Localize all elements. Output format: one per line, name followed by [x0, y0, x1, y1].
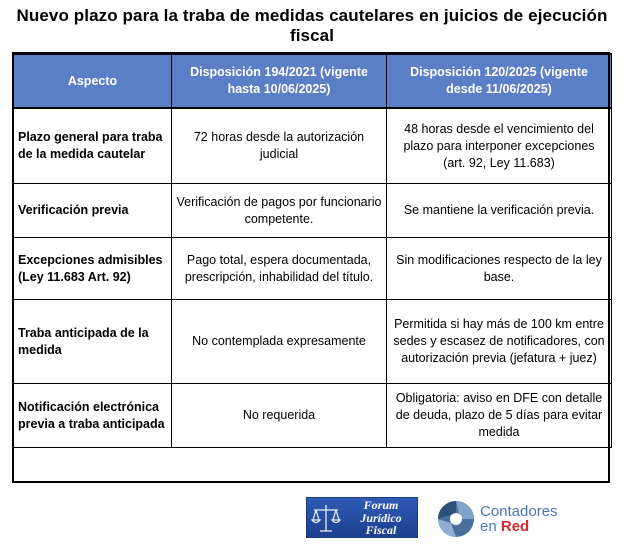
header-disposicion-194: Disposición 194/2021 (vigente hasta 10/06/2025) [172, 54, 387, 108]
old-value-cell: Pago total, espera documentada, prescripción, inhabilidad del título. [172, 238, 387, 300]
table-row [14, 300, 612, 384]
forum-logo-line3: Fiscal [365, 523, 397, 537]
contadores-logo-text [480, 504, 558, 534]
contadores-logo-line1: Contadores [480, 503, 558, 520]
forum-logo-text [343, 499, 419, 537]
table-row [14, 108, 612, 184]
old-value-cell: Verificación de pagos por funcionario competente. [172, 184, 387, 238]
page-title: Nuevo plazo para la traba de medidas cautelares en juicios de ejecución fiscal [16, 6, 608, 45]
table-row [14, 384, 612, 448]
header-aspecto: Aspecto [14, 54, 172, 108]
header-disposicion-120: Disposición 120/2025 (vigente desde 11/06/2025) [387, 54, 612, 108]
aspect-cell: Traba anticipada de la medida [14, 300, 172, 384]
table-header-row [14, 54, 612, 108]
table-row [14, 238, 612, 300]
old-value-cell: 72 horas desde la autorización judicial [172, 108, 387, 184]
scales-of-justice-icon [311, 502, 341, 534]
new-value-cell: Permitida si hay más de 100 km entre sedes y escasez de notificadores, con autorización previa (jefatura + juez) [387, 300, 612, 384]
aspect-cell: Excepciones admisibles (Ley 11.683 Art. 92) [14, 238, 172, 300]
contadores-logo-red: Red [500, 518, 530, 535]
contadores-en-red-logo [436, 498, 616, 540]
comparison-table [13, 53, 612, 448]
old-value-cell: No contemplada expresamente [172, 300, 387, 384]
new-value-cell: Obligatoria: aviso en DFE con detalle de deuda, plazo de 5 días para evitar medida [387, 384, 612, 448]
table-row [14, 184, 612, 238]
new-value-cell: Sin modificaciones respecto de la ley base. [387, 238, 612, 300]
forum-logo-line1: Forum [363, 498, 399, 512]
forum-logo-line2: Jurídico [360, 510, 402, 525]
aspect-cell: Notificación electrónica previa a traba anticipada [14, 384, 172, 448]
contadores-logo-line2 [480, 519, 558, 534]
old-value-cell: No requerida [172, 384, 387, 448]
aspect-cell: Verificación previa [14, 184, 172, 238]
forum-juridico-fiscal-logo [306, 497, 418, 538]
new-value-cell: 48 horas desde el vencimiento del plazo para interponer excepciones (art. 92, Ley 11.683) [387, 108, 612, 184]
camera-aperture-icon [436, 499, 476, 539]
aspect-cell: Plazo general para traba de la medida cautelar [14, 108, 172, 184]
contadores-logo-en: en [480, 518, 501, 535]
new-value-cell: Se mantiene la verificación previa. [387, 184, 612, 238]
